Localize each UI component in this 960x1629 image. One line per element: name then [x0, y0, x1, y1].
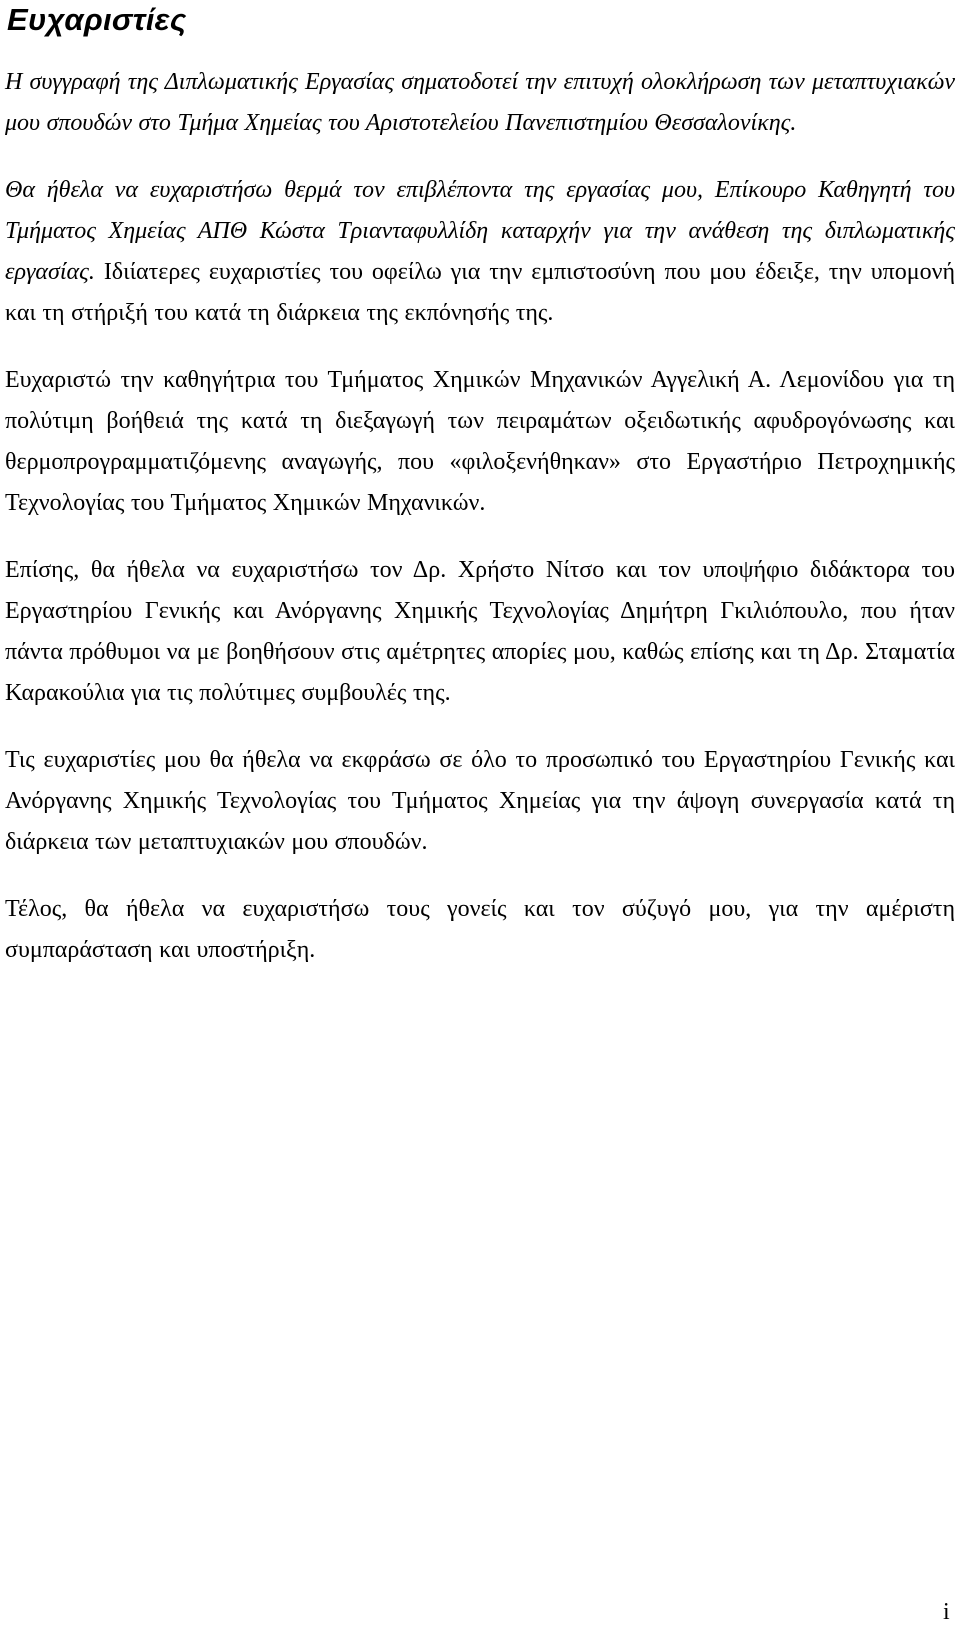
paragraph-text: Θα ήθελα να ευχαριστήσω θερμά τον επιβλέποντα της εργασίας μου, Επίκουρο Καθηγητή του Τμήματος Χημείας ΑΠΘ Κώστα Τριανταφυλλίδη καταρχήν για την ανάθεση της διπλωματικής εργασίας. [5, 177, 955, 285]
paragraph-text-upright: Τέλος, θα ήθελα να ευχαριστήσω τους γονείς και τον σύζυγό μου, για την αμέριστη συμπαράσταση και υποστήριξη. [5, 896, 955, 963]
paragraph-2 [5, 170, 955, 334]
paragraph-text: Η συγγραφή της Διπλωματικής Εργασίας σηματοδοτεί την επιτυχή ολοκλήρωση των μεταπτυχιακών μου σπουδών στο Τμήμα Χημείας του Αριστοτελείου Πανεπιστημίου Θεσσαλονίκης. [5, 69, 955, 136]
paragraph-text-upright: Τις ευχαριστίες μου θα ήθελα να εκφράσω σε όλο το προσωπικό του Εργαστηρίου Γενικής και Ανόργανης Χημικής Τεχνολογίας του Τμήματος Χημείας για την άψογη συνεργασία κατά τη διάρκεια των μεταπτυχιακών μου σπουδών. [5, 747, 955, 855]
paragraph-text-upright: Ιδιίατερες ευχαριστίες του οφείλω για την εμπιστοσύνη που μου έδειξε, την υπομονή και τη στήριξή του κατά τη διάρκεια της εκπόνησής της. [5, 259, 956, 326]
paragraph-3 [5, 360, 955, 524]
paragraph-6 [5, 889, 955, 971]
acknowledgements-body [5, 62, 955, 971]
page-title: Ευχαριστίες [7, 2, 187, 37]
paragraph-text-upright: Ευχαριστώ την καθηγήτρια του Τμήματος Χημικών Μηχανικών Αγγελική Α. Λεμονίδου για τη πολύτιμη βοήθειά της κατά τη διεξαγωγή των πειραμάτων οξειδωτικής αφυδρογόνωσης και θερμοπρογραμματιζόμενης αναγωγής, που «φιλοξενήθηκαν» στο Εργαστήριο Πετροχημικής Τεχνολογίας του Τμήματος Χημικών Μηχανικών. [5, 367, 955, 516]
paragraph-4 [5, 550, 955, 714]
paragraph-text-upright: Επίσης, θα ήθελα να ευχαριστήσω τον Δρ. Χρήστο Νίτσο και τον υποψήφιο διδάκτορα του Εργαστηρίου Γενικής και Ανόργανης Χημικής Τεχνολογίας Δημήτρη Γκιλιόπουλο, που ήταν πάντα πρόθυμοι να με βοηθήσουν στις αμέτρητες απορίες μου, καθώς επίσης και τη Δρ. Σταματία Καρακούλια για τις πολύτιμες συμβουλές της. [5, 557, 955, 706]
page-number: i [943, 1599, 950, 1625]
paragraph-1 [5, 62, 955, 144]
paragraph-5 [5, 740, 955, 863]
